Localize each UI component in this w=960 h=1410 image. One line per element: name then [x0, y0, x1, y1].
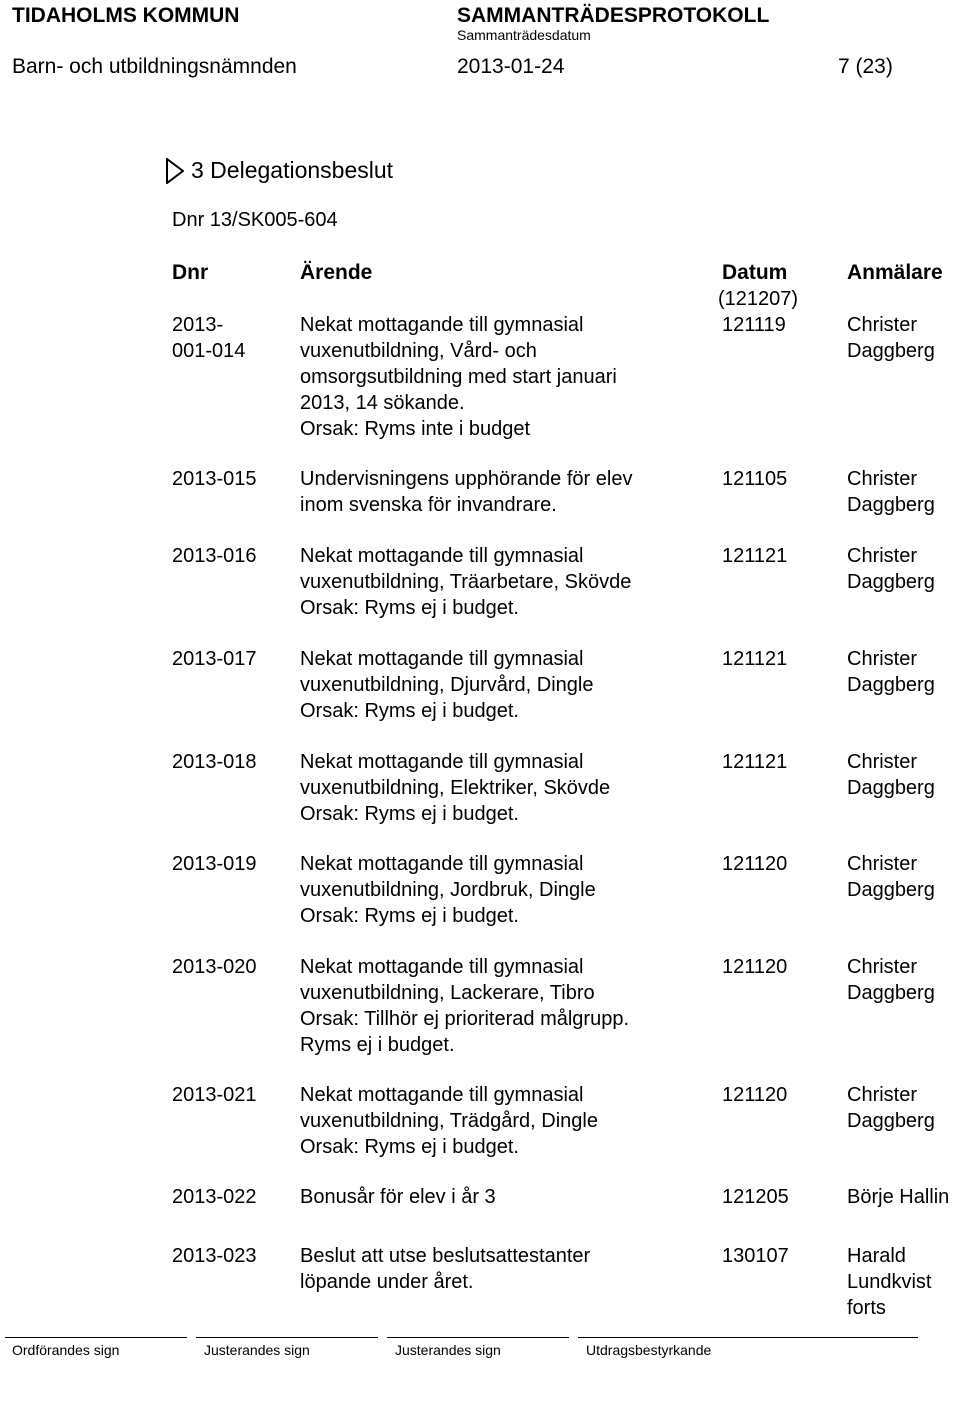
footer-label-justerande-1: Justerandes sign — [204, 1342, 310, 1358]
cell-arende-line: vuxenutbildning, Elektriker, Skövde — [300, 777, 611, 799]
footer-sign-line — [196, 1337, 378, 1338]
cell-arende-line: Ryms ej i budget. — [300, 1034, 455, 1056]
cell-dnr — [172, 466, 257, 492]
footer-sign-line — [5, 1337, 187, 1338]
cell-anmalare-line: Daggberg — [847, 494, 935, 516]
cell-datum: 130107 — [722, 1245, 789, 1267]
cell-anmalare-line: Daggberg — [847, 982, 935, 1004]
cell-anmalare-line: Daggberg — [847, 1110, 935, 1132]
cell-arende-line: Orsak: Ryms ej i budget. — [300, 1136, 519, 1158]
cell-anmalare-line: Christer — [847, 1084, 918, 1106]
cell-arende — [300, 851, 596, 929]
cell-arende — [300, 749, 610, 827]
cell-arende-line: vuxenutbildning, Lackerare, Tibro — [300, 982, 595, 1004]
cell-arende-line: Nekat mottagande till gymnasial — [300, 956, 584, 978]
cell-datum: 121105 — [722, 468, 788, 490]
cell-anmalare-line: Christer — [847, 751, 918, 773]
cell-dnr-line: 2013-017 — [172, 648, 257, 670]
cell-dnr — [172, 954, 257, 980]
cell-dnr — [172, 312, 245, 364]
cell-arende-line: Beslut att utse beslutsattestanter — [300, 1245, 591, 1267]
cell-dnr-line: 2013-015 — [172, 468, 257, 490]
cell-anmalare — [847, 646, 935, 698]
cell-arende-line: Orsak: Ryms inte i budget — [300, 418, 531, 440]
cell-anmalare-line: forts — [847, 1297, 886, 1319]
cell-anmalare — [847, 749, 935, 801]
cell-anmalare-line: Christer — [847, 314, 918, 336]
committee-name: Barn- och utbildningsnämnden — [12, 55, 297, 78]
cell-anmalare — [847, 1243, 932, 1321]
cell-dnr-line: 2013- — [172, 314, 224, 336]
cell-arende-line: Undervisningens upphörande för elev — [300, 468, 633, 490]
cell-arende-line: Nekat mottagande till gymnasial — [300, 648, 584, 670]
footer-label-ordforande: Ordförandes sign — [12, 1342, 120, 1358]
cell-anmalare-line: Daggberg — [847, 340, 935, 362]
column-header-anmalare: Anmälare — [847, 261, 943, 284]
cell-arende-line: inom svenska för invandrare. — [300, 494, 557, 516]
footer-sign-line — [387, 1337, 569, 1338]
cell-anmalare — [847, 1184, 949, 1210]
cell-dnr-line: 2013-022 — [172, 1186, 257, 1208]
cell-anmalare-line: Daggberg — [847, 674, 935, 696]
cell-arende-line: Nekat mottagande till gymnasial — [300, 751, 584, 773]
cell-dnr-line: 2013-016 — [172, 545, 257, 567]
cell-arende — [300, 312, 617, 442]
footer-label-utdragsbestyrkande: Utdragsbestyrkande — [586, 1342, 712, 1358]
footer-sign-line — [578, 1337, 918, 1338]
cell-anmalare — [847, 851, 935, 903]
cell-anmalare — [847, 1082, 935, 1134]
cell-arende — [300, 1082, 598, 1160]
cell-anmalare-line: Christer — [847, 545, 918, 567]
cell-arende — [300, 954, 629, 1058]
cell-arende-line: Nekat mottagande till gymnasial — [300, 853, 584, 875]
cell-arende-line: omsorgsutbildning med start januari — [300, 366, 617, 388]
cell-dnr — [172, 1184, 257, 1210]
cell-arende-line: Orsak: Ryms ej i budget. — [300, 700, 519, 722]
municipality-name: TIDAHOLMS KOMMUN — [12, 4, 240, 27]
column-header-datum-sub: (121207) — [718, 288, 799, 310]
cell-anmalare-line: Christer — [847, 956, 918, 978]
cell-datum: 121121 — [722, 751, 788, 773]
cell-anmalare-line: Daggberg — [847, 879, 935, 901]
cell-datum: 121121 — [722, 545, 788, 567]
footer-label-justerande-2: Justerandes sign — [395, 1342, 501, 1358]
cell-datum: 121205 — [722, 1186, 789, 1208]
cell-dnr — [172, 851, 257, 877]
cell-anmalare — [847, 954, 935, 1006]
cell-arende — [300, 466, 632, 518]
cell-dnr — [172, 1243, 257, 1269]
cell-arende-line: löpande under året. — [300, 1271, 474, 1293]
cell-anmalare-line: Christer — [847, 468, 918, 490]
cell-dnr — [172, 543, 257, 569]
cell-arende-line: vuxenutbildning, Trädgård, Dingle — [300, 1110, 598, 1132]
meeting-date: 2013-01-24 — [457, 55, 565, 78]
arrow-right-icon — [166, 158, 184, 184]
cell-arende-line: Orsak: Tillhör ej prioriterad målgrupp. — [300, 1008, 630, 1030]
cell-arende-line: Bonusår för elev i år 3 — [300, 1186, 496, 1208]
section-title: 3 Delegationsbeslut — [191, 157, 394, 183]
cell-anmalare-line: Lundkvist — [847, 1271, 932, 1293]
cell-arende-line: Orsak: Ryms ej i budget. — [300, 905, 519, 927]
cell-dnr — [172, 749, 257, 775]
cell-datum: 121120 — [722, 1084, 788, 1106]
cell-dnr-line: 2013-020 — [172, 956, 257, 978]
cell-arende-line: Nekat mottagande till gymnasial — [300, 314, 584, 336]
cell-anmalare-line: Börje Hallin — [847, 1186, 950, 1208]
cell-anmalare — [847, 466, 935, 518]
cell-anmalare-line: Daggberg — [847, 777, 935, 799]
cell-arende-line: vuxenutbildning, Jordbruk, Dingle — [300, 879, 596, 901]
cell-datum: 121120 — [722, 853, 788, 875]
document-type: SAMMANTRÄDESPROTOKOLL — [457, 4, 770, 27]
cell-dnr-line: 2013-018 — [172, 751, 257, 773]
column-header-datum: Datum — [722, 261, 788, 284]
cell-dnr-line: 2013-019 — [172, 853, 257, 875]
cell-arende-line: vuxenutbildning, Vård- och — [300, 340, 537, 362]
cell-dnr-line: 001-014 — [172, 340, 246, 362]
cell-dnr-line: 2013-023 — [172, 1245, 257, 1267]
cell-anmalare-line: Daggberg — [847, 571, 935, 593]
page-number: 7 (23) — [838, 55, 893, 78]
cell-dnr — [172, 1082, 257, 1108]
cell-anmalare-line: Harald — [847, 1245, 906, 1267]
cell-arende-line: vuxenutbildning, Träarbetare, Skövde — [300, 571, 632, 593]
cell-arende — [300, 1184, 496, 1210]
meeting-date-label: Sammanträdesdatum — [457, 27, 591, 43]
column-header-arende: Ärende — [300, 261, 373, 284]
cell-arende — [300, 543, 631, 621]
cell-arende-line: Orsak: Ryms ej i budget. — [300, 803, 519, 825]
cell-anmalare — [847, 312, 935, 364]
cell-arende-line: vuxenutbildning, Djurvård, Dingle — [300, 674, 594, 696]
cell-arende-line: Orsak: Ryms ej i budget. — [300, 597, 519, 619]
cell-anmalare — [847, 543, 935, 595]
cell-arende — [300, 646, 594, 724]
cell-anmalare-line: Christer — [847, 648, 918, 670]
cell-datum: 121121 — [722, 648, 788, 670]
cell-datum: 121120 — [722, 956, 788, 978]
column-header-dnr: Dnr — [172, 261, 209, 284]
cell-dnr-line: 2013-021 — [172, 1084, 257, 1106]
cell-datum: 121119 — [722, 314, 786, 336]
cell-arende-line: Nekat mottagande till gymnasial — [300, 545, 584, 567]
cell-arende-line: 2013, 14 sökande. — [300, 392, 465, 414]
cell-arende — [300, 1243, 590, 1295]
cell-anmalare-line: Christer — [847, 853, 918, 875]
cell-dnr — [172, 646, 257, 672]
cell-arende-line: Nekat mottagande till gymnasial — [300, 1084, 584, 1106]
section-dnr: Dnr 13/SK005-604 — [172, 209, 338, 231]
